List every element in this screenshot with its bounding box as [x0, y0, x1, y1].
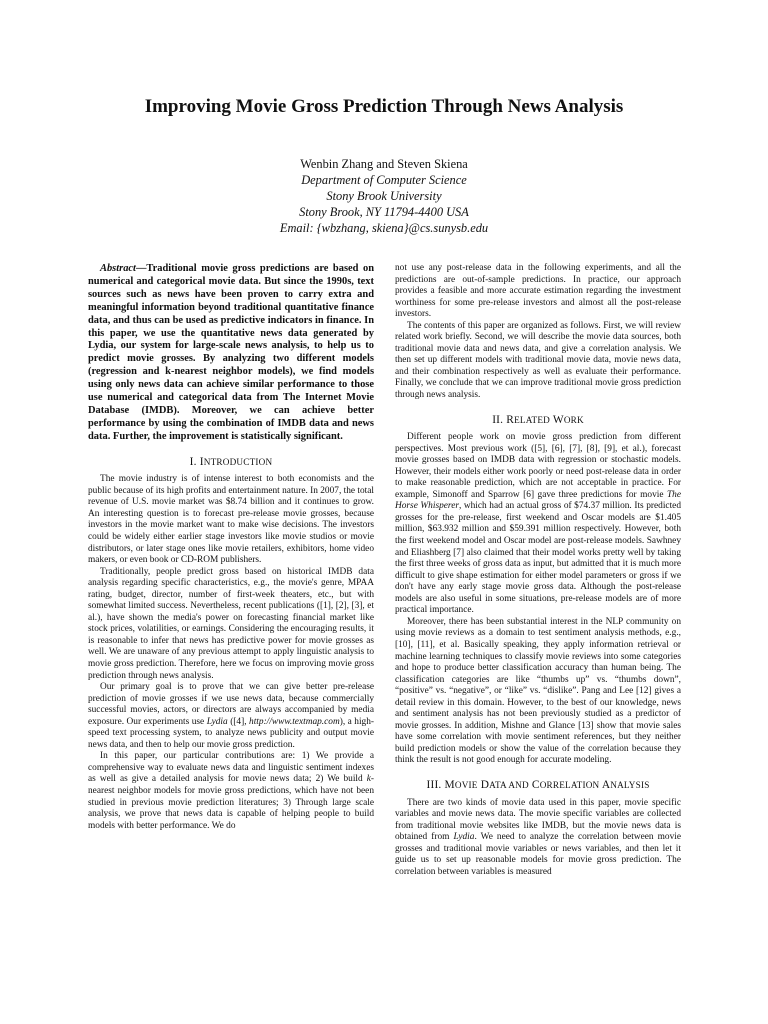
author-university: Stony Brook University [326, 189, 442, 203]
abstract-text: —Traditional movie gross predictions are based on numerical and categorical movie data. But since the 1990s, text sources such as news have been proven to carry extra and meaningful information beyond traditional quantitative finance data, and thus can be used as predictive indicators in finance. In this paper, we use the quantitative news data generated by Lydia, our system for large-scale news analysis, to help us to predict movie grosses. By analyzing two different models (regression and k-nearest neighbor models), we find models using only news data can achieve similar performance to those use numerical and categorical data from The Internet Movie Database (IMDB). Moreover, we can achieve better performance by using the combination of IMDB data and news data. Further, the improvement is statistically significant. [88, 263, 374, 442]
intro-paragraph-continued: not use any post-release data in the following experiments, and all the predictions are out-of-sample predictions. In practice, our approach provides a feasible and more accurate estimation regarding the investment worthiness for some pre-release investors and almost all the post-release investors. [395, 263, 681, 320]
author-block [0, 156, 768, 236]
author-department: Department of Computer Science [301, 173, 467, 187]
intro-paragraph-4: In this paper, our particular contributions are: 1) We provide a comprehensive way to evaluate news data and linguistic sentiment indexes as well as give a detailed analysis for movie news data; 2) We build k-nearest neighbor models for movie gross predictions, which have not been studied in previous movie prediction literatures; 3) Through large scale analysis, we prove that news data is capable of helping people to build models with better performance. We do [88, 751, 374, 831]
intro-paragraph-5: The contents of this paper are organized as follows. First, we will review related work briefly. Second, we will describe the movie data sources, both traditional movie data and news data, and give a correlation analysis. We then set up different models with traditional movie data, movie news data, and their combination respectively as well as evaluate their performance. Finally, we conclude that we can improve traditional movie gross prediction through news analysis. [395, 320, 681, 401]
url-text: http://www.textmap.com [249, 716, 340, 727]
related-paragraph-2: Moreover, there has been substantial interest in the NLP community on using movie reviews as a domain to test sentiment analysis methods, e.g., [10], [11], et al. Basically speaking, they apply information retrieval or machine learning techniques to classify movie reviews into some categories and hope to produce better classification accuracy than human being. The classification categories are like “thumbs up” vs. “thumbs down”, “positive” vs. “negative”, or “like” vs. “dislike”. Pang and Lee [12] gives a detail review in this domain. However, to the best of our knowledge, news and sentiment analysis has not been previously studied as a predictor of movie grosses. In addition, Mishne and Glance [13] show that movie sales have some correlation with movie sentiment references, but they neither build prediction models or show the value of the correlation because they think the result is not good enough for accurate modeling. [395, 616, 681, 766]
abstract [88, 263, 374, 444]
related-paragraph-1: Different people work on movie gross prediction from different perspectives. Most previous work ([5], [6], [7], [8], [9], et al.), forecast movie grosses based on IMDB data with regression or stochastic models. However, their models either work poorly or need post-release data in order to make reasonable prediction, which are not acceptable in practice. For example, Simonoff and Sparrow [6] gave three predictions for movie The Horse Whisperer, which had an actual gross of $74.37 million. Its predicted grosses for the pre-release, first weekend and Oscar models are $1.405 million, $63.932 million and $59.391 million respectively. However, both the first weekend model and Oscar model are post-release models. Sawhney and Eliashberg [7] also claimed that their model works pretty well by taking the first three weeks of gross data as input, but admitted that it is much more difficult to give shape estimation for either model parameters or gross if we don't have any early stage movie gross data. Although the post-release models are also useful in some situations, pre-release models are of more practical importance. [395, 432, 681, 616]
author-names: Wenbin Zhang and Steven Skiena [300, 157, 468, 171]
author-address: Stony Brook, NY 11794-4400 USA [299, 205, 469, 219]
paper-title: Improving Movie Gross Prediction Through News Analysis [144, 96, 624, 117]
abstract-lead: Abstract [100, 263, 136, 274]
right-column [395, 263, 681, 878]
movie-data-paragraph-1: There are two kinds of movie data used in this paper, movie specific variables and movie news data. The movie specific variables are collected from traditional movie websites like IMDB, but the movie news data is obtained from Lydia. We need to analyze the correlation between movie grosses and traditional movie variables or news variables, and then let it guide us to set up reasonable models for movie gross prediction. The correlation between variables is measured [395, 797, 682, 877]
intro-paragraph-2: Traditionally, people predict gross based on historical IMDB data analysis regarding specific characteristics, e.g., the movie's genre, MPAA rating, budget, director, number of first-week theaters, etc., but with somewhat limited success. Nevertheless, recent publications ([1], [2], [3], et al.), have shown the media's power on forecasting financial market like stock prices, volatilities, or earnings. Considering the encouraging results, it is reasonable to infer that news has predictive power for movie grosses as well. We are unaware of any previous attempt to apply linguistic analysis to movie gross prediction. Therefore, here we focus on improving movie gross prediction through news analysis. [88, 566, 374, 681]
intro-paragraph-3: Our primary goal is to prove that we can give better pre-release prediction of movie grosses if we use news data, because commercially successful movies, actors, or directors are always accompanied by media exposure. Our experiments use Lydia ([4], http://www.textmap.com), a high-speed text processing system, to analyze news publicity and output movie news data, and then to help our movie gross prediction. [88, 682, 375, 750]
author-email: Email: {wbzhang, skiena}@cs.sunysb.edu [279, 221, 489, 235]
section-heading-introduction: I. INTRODUCTION [189, 455, 273, 468]
section-heading-movie-data: III. MOVIE DATA AND CORRELATION ANALYSIS [426, 778, 650, 791]
section-heading-related-work: II. RELATED WORK [492, 413, 584, 426]
intro-paragraph-1: The movie industry is of intense interest to both economists and the public because of its high profits and entertainment nature. In 2007, the total revenue of U.S. movie market was $8.74 billion and it continues to grow. An interesting question is to forecast pre-release movie grosses, because investors in the movie market want to make wise decisions. The investors could be widely either earlier stage investors like movie studios or movie distributors, or later stage ones like movie retailers, exhibitors, home video makers, or even book or CD-ROM publishers. [88, 474, 374, 566]
left-column [88, 263, 374, 832]
